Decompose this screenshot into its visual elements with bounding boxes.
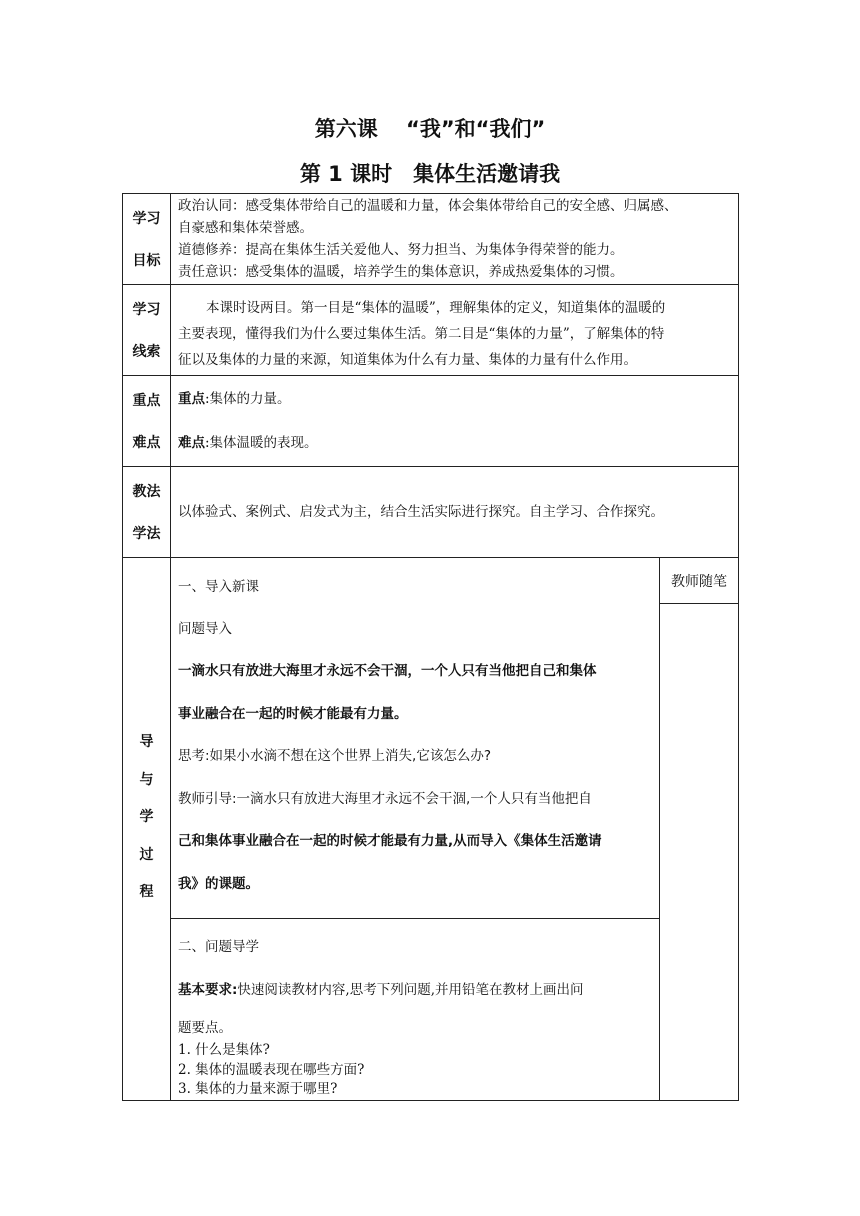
requirement-text: 快速阅读教材内容,思考下列问题,并用铅笔在教材上画出问	[237, 982, 584, 998]
requirement-label: 基本要求:	[178, 982, 238, 998]
process-label-char: 过	[139, 846, 154, 863]
intro-section-cell	[170, 557, 660, 919]
requirement-line	[178, 979, 659, 1001]
intro-line: 一滴水只有放进大海里才永远不会干涸，一个人只有当他把自己和集体	[178, 663, 597, 679]
goals-label-cell	[122, 193, 171, 285]
question-item: 2. 集体的温暖表现在哪些方面?	[178, 1061, 365, 1078]
clues-label-top: 学习	[132, 302, 161, 318]
intro-line: 事业融合在一起的时候才能最有力量。	[178, 705, 408, 722]
intro-line: 教师引导:一滴水只有放进大海里才永远不会干涸,一个人只有当他把自	[178, 790, 592, 807]
methods-label-top: 教法	[132, 484, 161, 500]
keypoints-content-cell	[170, 375, 739, 467]
intro-line: 我》的课题。	[178, 875, 259, 892]
period-subtitle: 第 1 课时 集体生活邀请我	[299, 162, 561, 186]
methods-label-bottom: 学法	[132, 526, 161, 542]
difficult-point-text: :集体温暖的表现。	[205, 435, 318, 451]
intro-line: 己和集体事业融合在一起的时候才能最有力量,从而导入《集体生活邀请	[178, 833, 602, 849]
intro-heading: 一、导入新课	[178, 579, 259, 595]
difficult-point	[178, 432, 738, 454]
intro-line: 思考:如果小水滴不想在这个世界上消失,它该怎么办?	[178, 748, 492, 764]
methods-text: 以体验式、案例式、启发式为主，结合生活实际进行探究。自主学习、合作探究。	[178, 504, 664, 520]
methods-content-cell	[170, 466, 739, 558]
process-label-cell	[122, 557, 171, 1101]
keypoints-label-bottom: 难点	[132, 435, 161, 451]
goals-label-bottom: 目标	[132, 253, 161, 269]
methods-label-cell	[122, 466, 171, 558]
goals-content-cell	[170, 193, 739, 285]
clues-line: 本课时设两目。第一目是“集体的温暖”，理解集体的定义，知道集体的温暖的	[206, 300, 666, 316]
process-label-char: 学	[139, 809, 154, 825]
key-point	[178, 388, 738, 410]
guided-heading: 二、问题导学	[178, 939, 259, 955]
process-label-char: 程	[139, 884, 154, 900]
goals-label-top: 学习	[132, 211, 161, 227]
key-point-text: :集体的力量。	[205, 391, 291, 407]
process-label-char: 与	[139, 771, 154, 788]
teacher-notes-header	[659, 557, 739, 604]
question-list	[178, 1041, 659, 1100]
key-point-label: 重点	[178, 391, 205, 407]
question-item: 3. 集体的力量来源于哪里?	[178, 1081, 338, 1097]
goals-line: 政治认同：感受集体带给自己的温暖和力量，体会集体带给自己的安全感、归属感、	[178, 198, 678, 214]
clues-label-bottom: 线索	[132, 344, 161, 360]
goals-line: 自豪感和集体荣誉感。	[178, 220, 313, 236]
process-label-char: 导	[139, 734, 154, 750]
teacher-notes-area	[659, 603, 739, 1101]
intro-subheading: 问题导入	[178, 621, 232, 637]
question-item: 1. 什么是集体?	[178, 1042, 270, 1058]
intro-body	[178, 650, 659, 905]
clues-line: 主要表现，懂得我们为什么要过集体生活。第二目是“集体的力量”，了解集体的特	[178, 326, 665, 342]
guided-questions-cell	[170, 918, 660, 1101]
lesson-title: 第六课 “我”和“我们”	[314, 117, 546, 141]
keypoints-label-cell	[122, 375, 171, 467]
teacher-notes-label: 教师随笔	[671, 573, 727, 590]
difficult-point-label: 难点	[178, 435, 205, 451]
requirement-line-2: 题要点。	[178, 1020, 232, 1036]
goals-line: 责任意识：感受集体的温暖，培养学生的集体意识，养成热爱集体的习惯。	[178, 264, 624, 280]
goals-line: 道德修养：提高在集体生活关爱他人、努力担当、为集体争得荣誉的能力。	[178, 242, 624, 258]
keypoints-label-top: 重点	[132, 393, 161, 409]
clues-line: 征以及集体的力量的来源，知道集体为什么有力量、集体的力量有什么作用。	[178, 352, 637, 368]
clues-label-cell	[122, 284, 171, 376]
clues-content-cell	[170, 284, 739, 376]
